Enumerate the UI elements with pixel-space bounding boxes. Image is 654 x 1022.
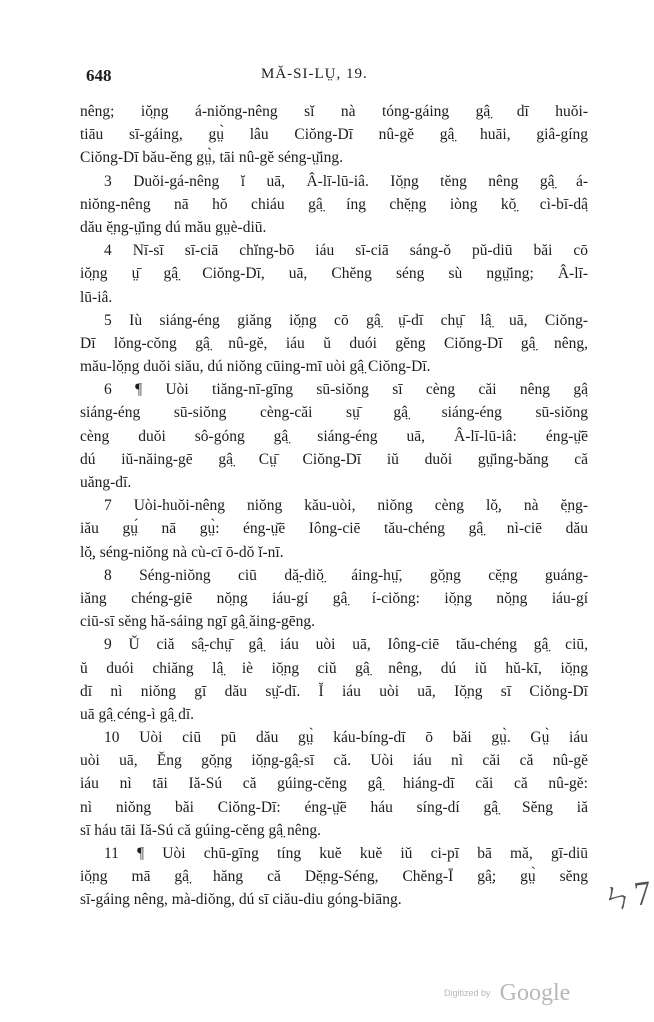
- text-line: iŏ̤ng ṳ̄ gâ̤ Ciŏng-Dī, uā, Chĕng séng sù ngṳ̆ing; Â-lī-: [80, 265, 588, 283]
- text-line: iău gṳ́ nā gṳ̀: éng-ṳ̆ē Iông-ciē tău-chéng gâ̤ nì-ciē dău: [80, 520, 588, 538]
- digitized-watermark: [444, 980, 570, 1010]
- watermark-prefix: Digitized by: [444, 988, 491, 998]
- text-line: uòi uā, Ĕng gŏ̤ng iŏ̤ng-gâ̤-sī că. Uòi iáu nì căi că nû-gĕ: [80, 752, 588, 770]
- text-line: uā gâ̤ céng-ì gâ̤ dī.: [80, 705, 195, 723]
- text-line: 3 Duŏi-gá-nêng ĭ uā, Â-lī-lū-iâ. Iŏ̤ng tĕng nêng gâ̤ á-: [104, 172, 588, 190]
- text-line: 4 Nī-sī sī-ciā chĭng-bō iáu sī-ciā sáng-ŏ pŭ-diū băi cō: [104, 242, 588, 260]
- text-line: 5 Iù siáng-éng giăng iŏ̤ng cō gâ̤ ṳ̄-dī chṳ̄ lâ̤ uā, Ciŏng-: [104, 311, 588, 329]
- text-line: uăng-dī.: [80, 474, 132, 491]
- text-line: ciū-sī sĕng hă-sáing ngī gâ̤ ăing-gēng.: [80, 613, 316, 631]
- text-line: ŭ duói chiăng lâ̤ iè iŏ̤ng ciŭ gâ̤ nêng, dú iŭ hŭ-kī, iŏ̤ng: [80, 659, 588, 677]
- text-line: cèng duŏi sô-góng gâ̤ siáng-éng uā, Â-lī-lū-iâ: éng-ṳ̆ē: [80, 427, 588, 445]
- text-line: Dī lŏng-cŏng gâ̤ nû-gĕ, iáu ŭ duói gĕng Ciŏng-Dī gâ̤ nêng,: [80, 334, 588, 352]
- page-number: 648: [86, 66, 112, 85]
- text-line: Ciŏng-Dī bău-ĕng gṳ̀, tāi nû-gĕ séng-ṳ̆ing.: [80, 149, 344, 167]
- text-line: iăng chéng-giē nŏ̤ng iáu-gí gâ̤ í-ciŏng: iŏ̤ng nŏ̤ng iáu-gí: [80, 589, 588, 607]
- text-line: mău-lŏ̤ng duŏi siău, dú niŏng cūing-mī uòi gâ̤ Ciŏng-Dī.: [80, 358, 431, 376]
- text-line: 10 Uòi ciū pū dău gṳ̀ káu-bíng-dī ō băi gṳ̀. Gṳ̀ iáu: [104, 729, 588, 747]
- text-line: dī nì niŏng gī dău sṳ̆-dī. Ĭ iáu uòi uā, Iŏ̤ng sī Ciŏng-Dī: [80, 682, 588, 700]
- text-block: [80, 100, 588, 912]
- text-line: iŏ̤ng mā gâ̤ hăng că Dĕ̤ng-Séng, Chĕng-Ī gâ̤; gṳ̀ sĕng: [80, 868, 588, 886]
- text-line: lŏ̤, séng-niŏng nà cù-cī ō-dŏ ĭ-nī.: [80, 543, 284, 561]
- text-line: sī háu tāi Iă-Sú că gúing-cĕng gâ̤ nêng.: [80, 821, 322, 839]
- text-line: dú iŭ-năing-gē gâ̤ Cṳ̄ Ciŏng-Dī iŭ duŏi gṳ̆ing-băng că: [80, 450, 588, 468]
- text-line: sī-gáing nêng, mà-diŏng, dú sī ciău-diu góng-biāng.: [80, 891, 402, 909]
- text-line: iáu nì tāi Iă-Sú că gúing-cĕng gâ̤ hiáng-dī căi că nû-gĕ:: [80, 775, 588, 793]
- text-line: 11 ¶ Uòi chū-gīng tíng kuĕ kuĕ iŭ ci-pī bā mă, gī-diū: [104, 845, 588, 862]
- text-line: dău ĕ̤ng-ṳ̆ing dú mău gṳè-diū.: [80, 218, 267, 236]
- running-head: MĂ-SI-LṲ, 19.: [261, 66, 368, 82]
- text-line: lū-iâ.: [80, 288, 113, 306]
- text-line: 9 Ŭ ciă sâ̤-chṳ̄ gâ̤ iáu uòi uā, Iông-ciē tău-chéng gâ̤ ciū,: [104, 636, 588, 654]
- text-line: niŏng-nêng nā hŏ chiáu gâ̤ íng chĕ̤ng iòng kŏ̤ cì-bī-dâ̤: [80, 195, 588, 213]
- text-line: siáng-éng sū-siŏng cèng-căi sṳ̄ gâ̤ siáng-éng sū-siŏng: [80, 404, 588, 422]
- text-line: nì niŏng băi Ciŏng-Dī: éng-ṳ̆ē háu síng-dí gâ̤ Sĕng iă: [80, 798, 588, 816]
- page-header: [86, 66, 582, 90]
- text-line: 7 Uòi-huŏi-nêng niŏng kău-uòi, niŏng cèng lŏ̤, nà ĕ̤ng-: [104, 497, 588, 515]
- text-line: tiāu sī-gáing, gṳ̀ lâu Ciŏng-Dī nû-gĕ gâ̤ huāi, giâ-gíng: [80, 126, 588, 144]
- text-line: 8 Séng-niŏng ciū dă̤-diŏ̤ áing-hṳ̄, gŏ̤ng cĕ̤ng guáng-: [104, 566, 588, 584]
- text-line: 6 ¶ Uòi tiăng-nī-gīng sū-siŏng sī cèng căi nêng gâ̤: [104, 381, 588, 399]
- watermark-brand: Google: [499, 980, 571, 1006]
- text-line: nêng; iŏ̤ng á-niŏng-nêng sĭ nà tóng-gáing gâ̤ dī huŏi-: [80, 103, 588, 120]
- margin-note: ㄣ7: [598, 874, 654, 919]
